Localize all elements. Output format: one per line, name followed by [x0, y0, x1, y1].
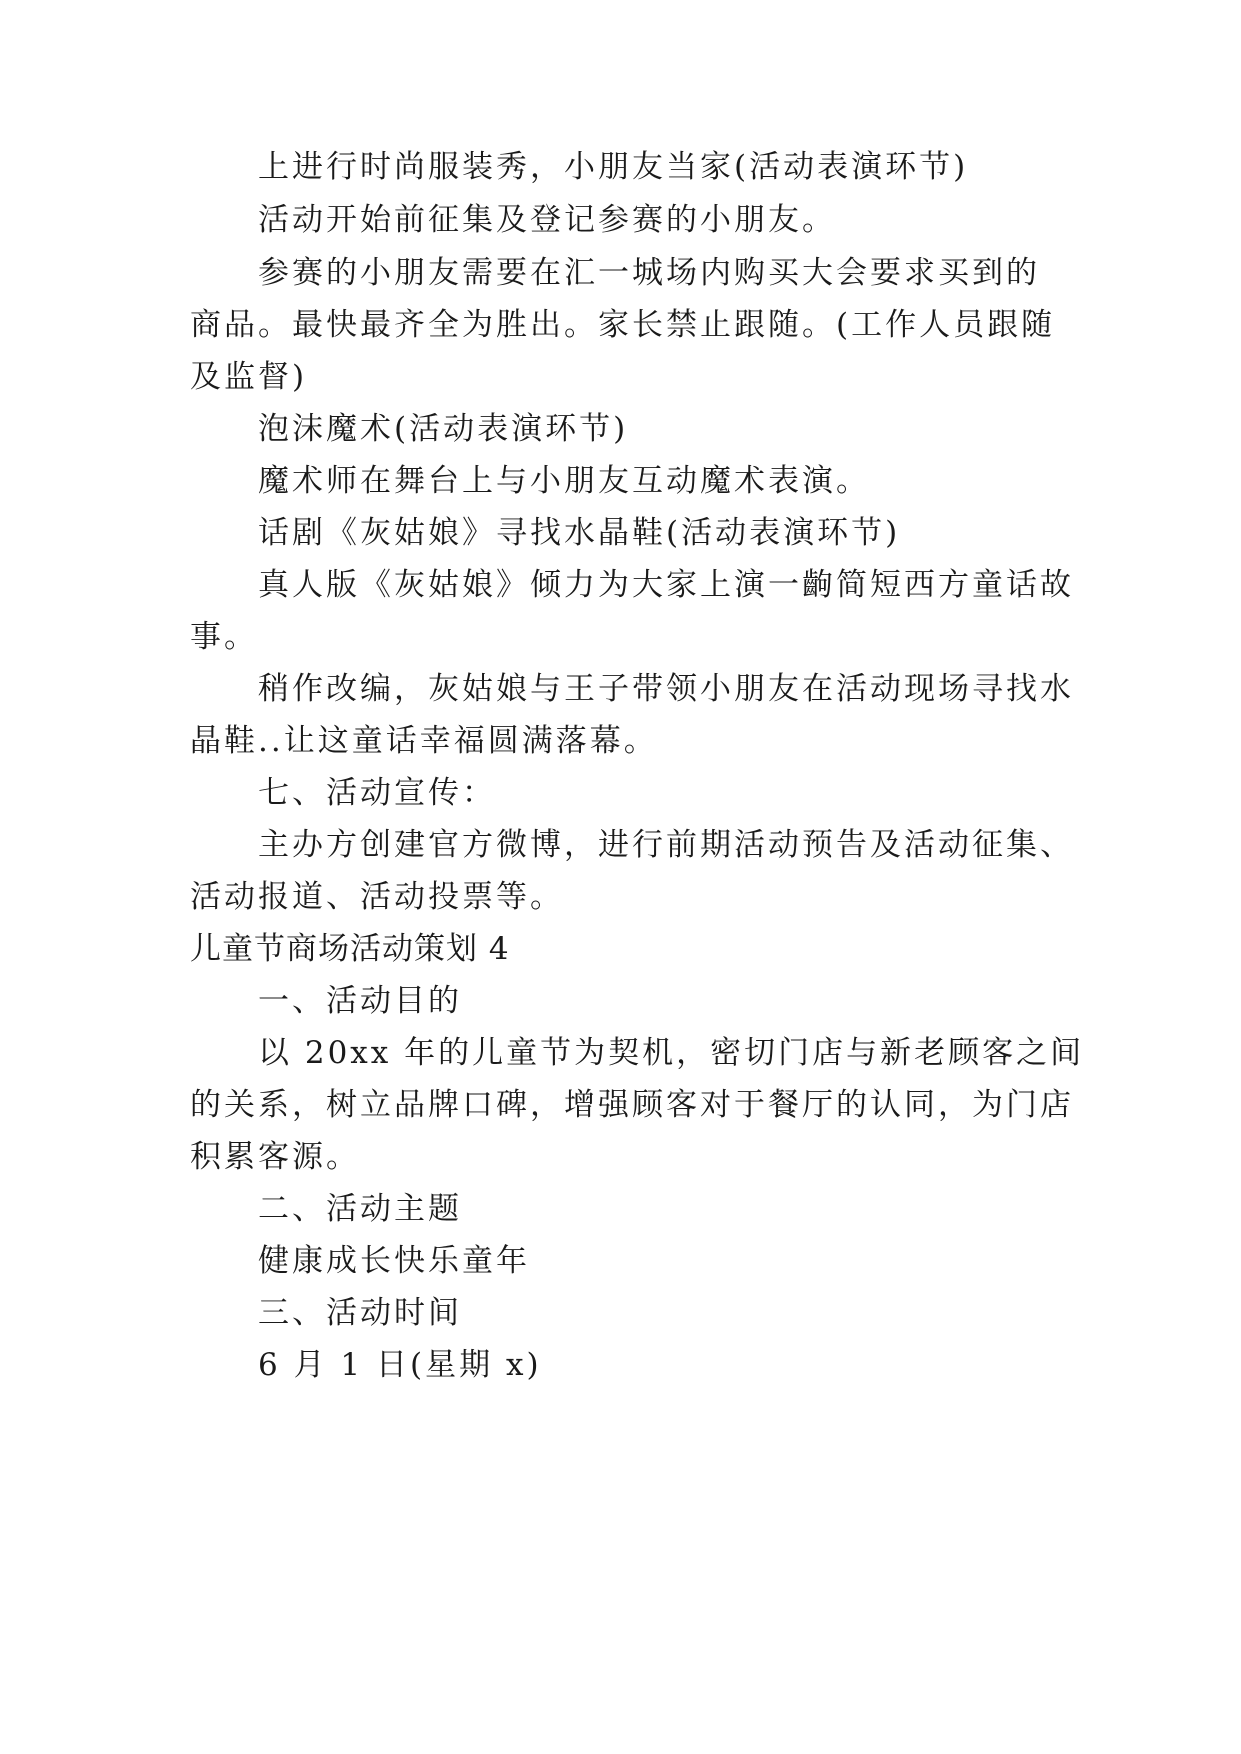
section-heading: 一、活动目的: [258, 983, 462, 1019]
paragraph-line: 主办方创建官方微博，进行前期活动预告及活动征集、: [258, 827, 1074, 863]
paragraph-line: 活动开始前征集及登记参赛的小朋友。: [258, 202, 836, 238]
paragraph-line: 积累客源。: [190, 1139, 360, 1175]
section-heading: 三、活动时间: [258, 1295, 462, 1331]
paragraph-line: 泡沫魔术(活动表演环节): [258, 411, 629, 447]
paragraph-line: 及监督): [190, 359, 308, 395]
section-heading: 七、活动宣传：: [258, 775, 496, 811]
paragraph-line: 晶鞋..让这童话幸福圆满落幕。: [190, 723, 658, 759]
paragraph-line: 商品。最快最齐全为胜出。家长禁止跟随。(工作人员跟随: [190, 307, 1056, 343]
document-title: 儿童节商场活动策划 4: [190, 931, 510, 967]
paragraph-line: 稍作改编，灰姑娘与王子带领小朋友在活动现场寻找水: [258, 671, 1074, 707]
paragraph-line: 话剧《灰姑娘》寻找水晶鞋(活动表演环节): [258, 515, 901, 551]
paragraph-line: 以 20xx 年的儿童节为契机，密切门店与新老顾客之间: [258, 1035, 1085, 1071]
paragraph-line: 参赛的小朋友需要在汇一城场内购买大会要求买到的: [258, 255, 1040, 291]
paragraph-line: 的关系，树立品牌口碑，增强顾客对于餐厅的认同，为门店: [190, 1087, 1074, 1123]
paragraph-line: 活动报道、活动投票等。: [190, 879, 564, 915]
section-heading: 二、活动主题: [258, 1191, 462, 1227]
paragraph-line: 真人版《灰姑娘》倾力为大家上演一齣简短西方童话故: [258, 567, 1074, 603]
paragraph-line: 事。: [190, 619, 258, 655]
paragraph-line: 上进行时尚服装秀，小朋友当家(活动表演环节): [258, 149, 969, 185]
paragraph-line: 6 月 1 日(星期 x): [258, 1347, 542, 1383]
paragraph-line: 魔术师在舞台上与小朋友互动魔术表演。: [258, 463, 870, 499]
paragraph-line: 健康成长快乐童年: [258, 1243, 530, 1279]
